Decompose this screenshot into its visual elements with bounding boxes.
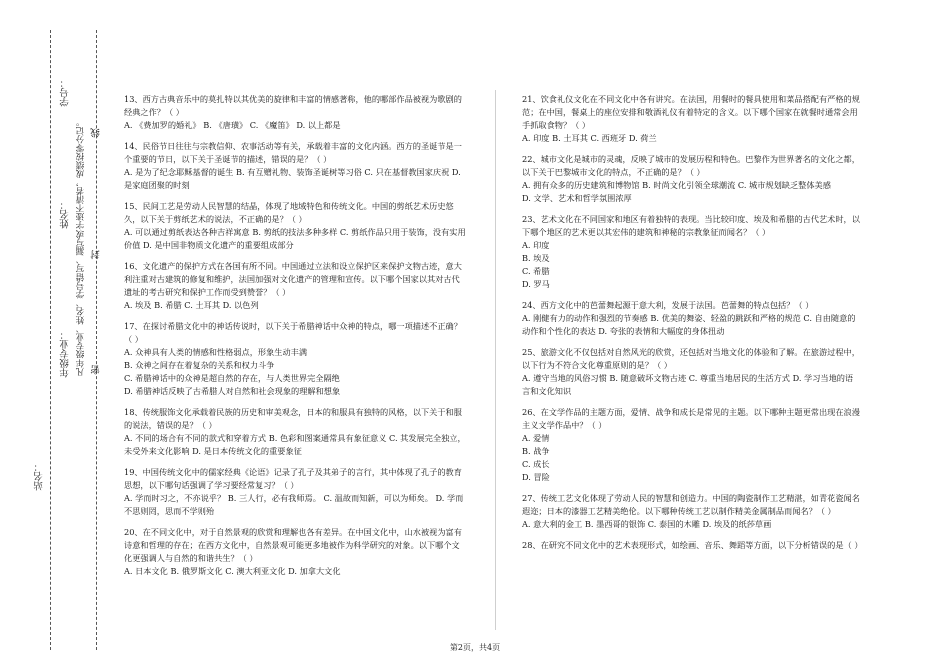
- question-options: A. 拥有众多的历史建筑和博物馆 B. 时尚文化引领全球潮流 C. 城市规划缺乏整体美感: [522, 180, 831, 190]
- question-block: [124, 93, 466, 132]
- question-stem: 14、民俗节日往往与宗教信仰、农事活动等有关，承载着丰富的文化内涵。西方的圣诞节是一个重要的节日，以下关于圣诞节的描述，错误的是？（ ）: [124, 141, 462, 164]
- question-options: D. 冒险: [522, 472, 550, 482]
- question-options: A. 众神具有人类的情感和性格弱点，形象生动丰满: [124, 347, 308, 357]
- question-block: [522, 492, 860, 531]
- question-stem: 24、西方文化中的芭蕾舞起源于意大利，发展于法国。芭蕾舞的特点包括？（ ）: [522, 300, 814, 310]
- question-stem: 19、中国传统文化中的儒家经典《论语》记录了孔子及其弟子的言行，其中体现了孔子的教育思想，以下哪句话强调了学习要经常复习？（ ）: [124, 467, 462, 490]
- seal-char-3: 线: [91, 128, 102, 138]
- question-stem: 28、在研究不同文化中的艺术表现形式，如绘画、音乐、舞蹈等方面，以下分析错误的是（ ）: [522, 540, 863, 550]
- question-stem: 22、城市文化是城市的灵魂，反映了城市的发展历程和特色。巴黎作为世界著名的文化之都，以下关于巴黎城市文化的特点，不正确的是？（ ）: [522, 154, 860, 177]
- question-options: A. 刚健有力的动作和强烈的节奏感 B. 优美的舞姿、轻盈的跳跃和严格的规范 C. 自由随意的动作和个性化的表达 D. 夸张的表情和大幅度的身体扭动: [522, 313, 856, 336]
- question-stem: 23、艺术文化在不同国家和地区有着独特的表现。当比较印度、埃及和希腊的古代艺术时，以下哪个地区的艺术更以其宏伟的建筑和神秘的宗教象征而闻名？（ ）: [522, 214, 860, 237]
- question-options: B. 众神之间存在着复杂的关系和权力斗争: [124, 360, 275, 370]
- question-block: [124, 260, 466, 312]
- fill-notice: 凡年级专业、姓名、学号错写、漏写或字迹不清者，成绩按零分记。: [76, 118, 86, 376]
- question-block: [522, 406, 860, 484]
- question-block: [124, 466, 466, 518]
- question-block: [522, 153, 860, 205]
- question-stem: 16、文化遗产的保护方式在各国有所不同。中国通过立法和设立保护区来保护文物古迹，意大利注重对古建筑的修复和维护，法国加强对文化遗产的管理和宣传。以下哪个国家以其对古代遗址的考古研究和保护工作而受到赞誉？（ ）: [124, 261, 462, 297]
- question-options: A. 印度: [522, 240, 550, 250]
- page-footer: 第2页，共4页: [449, 643, 501, 652]
- question-options: C. 希腊: [522, 266, 550, 276]
- column-divider: [495, 90, 496, 630]
- question-options: C. 成长: [522, 459, 550, 469]
- question-block: [124, 526, 466, 578]
- question-stem: 17、在探讨希腊文化中的神话传说时，以下关于希腊神话中众神的特点，哪一项描述不正确？（ ）: [124, 321, 462, 344]
- question-block: [124, 200, 466, 252]
- question-stem: 15、民间工艺是劳动人民智慧的结晶，体现了地域特色和传统文化。中国的剪纸艺术历史悠久，以下关于剪纸艺术的说法，不正确的是？（ ）: [124, 201, 454, 224]
- binding-margin: [0, 0, 118, 672]
- question-options: A. 可以通过剪纸表达各种吉祥寓意 B. 剪纸的技法多种多样 C. 剪纸作品只用于装饰，没有实用价值 D. 是中国非物质文化遗产的重要组成部分: [124, 227, 466, 250]
- seal-char-1: 密: [91, 365, 102, 375]
- question-options: A. 印度 B. 土耳其 C. 西班牙 D. 荷兰: [522, 133, 657, 143]
- question-options: B. 埃及: [522, 253, 550, 263]
- question-block: [124, 320, 466, 398]
- left-column: [124, 93, 466, 586]
- question-options: D. 罗马: [522, 279, 550, 289]
- question-options: A. 埃及 B. 希腊 C. 土耳其 D. 以色列: [124, 300, 259, 310]
- question-stem: 21、饮食礼仪文化在不同文化中各有讲究。在法国，用餐时的餐具使用和菜品搭配有严格的规范；在中国，餐桌上的座位安排和敬酒礼仪有着特定的含义。以下哪个国家在就餐时通常会用手抓取食物？（ ）: [522, 94, 860, 130]
- question-options: D. 文学、艺术和哲学氛围浓厚: [522, 193, 632, 203]
- student-id-label: 学号：: [60, 78, 71, 107]
- question-stem: 18、传统服饰文化承载着民族的历史和审美观念，日本的和服具有独特的风格，以下关于和服的说法，错误的是？（ ）: [124, 407, 462, 430]
- question-options: A. 日本文化 B. 俄罗斯文化 C. 澳大利亚文化 D. 加拿大文化: [124, 566, 341, 576]
- question-block: [522, 539, 863, 552]
- question-block: [522, 299, 860, 338]
- question-options: A. 遵守当地的风俗习惯 B. 随意破坏文物古迹 C. 尊重当地居民的生活方式 D. 学习当地的语言和文化知识: [522, 373, 854, 396]
- question-block: [522, 93, 860, 145]
- right-column: [522, 93, 863, 560]
- seal-line-inner: [96, 30, 97, 650]
- seal-char-2: 封: [91, 250, 102, 260]
- question-stem: 13、西方古典音乐中的莫扎特以其优美的旋律和丰富的情感著称，他的哪部作品被视为歌剧的经典之作？（ ）: [124, 94, 462, 117]
- question-options: B. 战争: [522, 446, 550, 456]
- seal-line-outer: [50, 30, 51, 650]
- question-block: [522, 346, 860, 398]
- question-options: A. 《费加罗的婚礼》 B. 《唐璜》 C. 《魔笛》 D. 以上都是: [124, 120, 341, 130]
- question-options: A. 不同的场合有不同的款式和穿着方式 B. 色彩和图案通常具有象征意义 C. 其发展完全独立，未受外来文化影响 D. 是日本传统文化的重要象征: [124, 433, 466, 456]
- question-block: [124, 140, 466, 192]
- question-stem: 25、旅游文化不仅包括对自然风光的欣赏，还包括对当地文化的体验和了解。在旅游过程中，以下行为不符合文化尊重原则的是？（ ）: [522, 347, 860, 370]
- question-options: A. 爱情: [522, 433, 550, 443]
- name-label: 姓名：: [60, 200, 71, 229]
- question-options: C. 希腊神话中的众神是超自然的存在，与人类世界完全隔绝: [124, 373, 340, 383]
- question-options: A. 意大利的金工 B. 墨西哥的银饰 C. 泰国的木雕 D. 埃及的纸莎草画: [522, 519, 772, 529]
- question-stem: 20、在不同文化中，对于自然景观的欣赏和理解也各有差异。在中国文化中，山水被视为富有诗意和哲理的存在；在西方文化中，自然景观可能更多地被作为科学研究的对象。以下哪个文化更强调人与自然的和谐共生？（ ）: [124, 527, 462, 563]
- question-options: A. 学而时习之，不亦说乎？ B. 三人行，必有我师焉。 C. 温故而知新，可以为师矣。 D. 学而不思则罔，思而不学则殆: [124, 493, 464, 516]
- grade-label: 年级专业：: [60, 330, 71, 378]
- question-stem: 26、在文学作品的主题方面，爱情、战争和成长是常见的主题。以下哪种主题更常出现在浪漫主义文学作品中？（ ）: [522, 407, 860, 430]
- question-stem: 27、传统工艺文化体现了劳动人民的智慧和创造力。中国的陶瓷制作工艺精湛，如青花瓷闻名遐迩；日本的漆器工艺精美绝伦。以下哪种传统工艺以制作精美金属制品而闻名？（ ）: [522, 493, 860, 516]
- station-label: 站名：: [34, 462, 45, 491]
- question-options: D. 希腊神话反映了古希腊人对自然和社会现象的理解和想象: [124, 386, 341, 396]
- question-block: [522, 213, 860, 291]
- question-options: A. 是为了纪念耶稣基督的诞生 B. 有互赠礼物、装饰圣诞树等习俗 C. 只在基督教国家庆祝 D. 是家庭团聚的时刻: [124, 167, 461, 190]
- question-block: [124, 406, 466, 458]
